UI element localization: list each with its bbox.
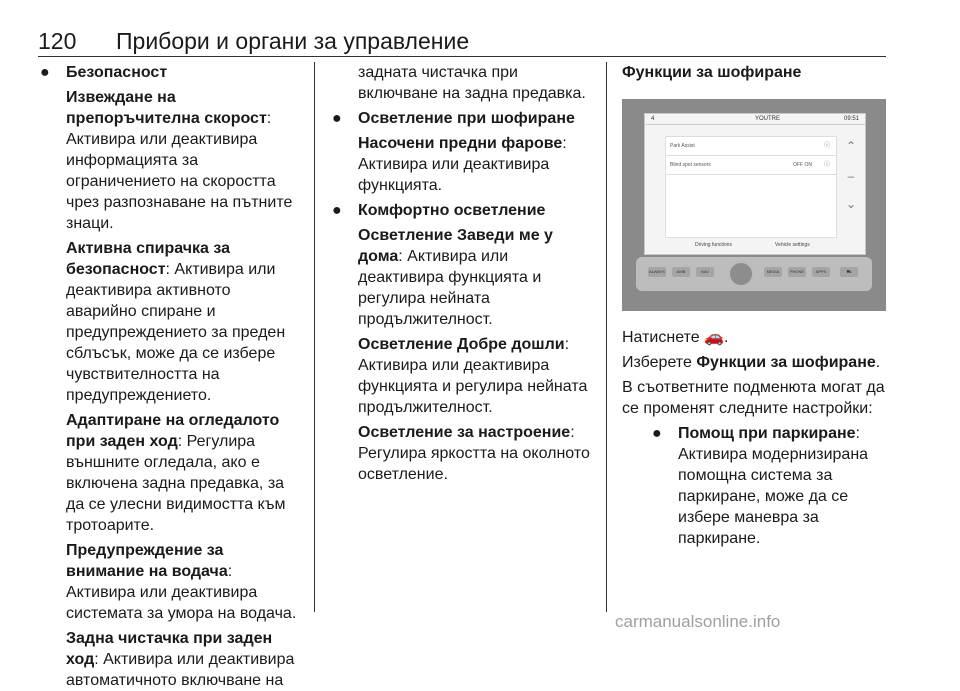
setting-text: : Регулира яркостта на околното осветление. <box>358 424 590 483</box>
info-icon[interactable]: ⓘ <box>823 143 830 149</box>
press-text: Натиснете <box>622 329 700 346</box>
hw-button[interactable]: MEDIA <box>764 267 782 277</box>
setting-term: Помощ при паркиране <box>678 425 856 442</box>
dash-icon: – <box>847 169 855 183</box>
setting-paragraph <box>66 540 300 624</box>
bullet-dot: ● <box>652 425 662 442</box>
volume-knob[interactable] <box>728 261 754 287</box>
setting-text: : Активира или деактивира функцията и регулира нейната продължителност. <box>358 248 542 328</box>
settings-list <box>665 136 837 238</box>
setting-term: Адаптиране на огледалото при заден ход <box>66 412 280 450</box>
hw-button[interactable]: ALWAYS <box>648 267 666 277</box>
list-item[interactable] <box>666 137 836 156</box>
setting-term: Осветление Добре дошли <box>358 336 565 353</box>
setting-paragraph <box>66 410 300 536</box>
setting-term: Активна спирачка за безопасност <box>66 240 231 278</box>
car-icon: 🚗 <box>704 329 724 346</box>
setting-paragraph <box>66 238 300 406</box>
setting-term: Осветление за настроение <box>358 424 571 441</box>
setting-term: Осветление Заведи ме у дома <box>358 227 553 265</box>
setting-term: Предупреждение за внимание на водача <box>66 542 228 580</box>
setting-paragraph <box>66 628 300 691</box>
column-2 <box>330 62 598 489</box>
setting-paragraph <box>358 225 598 330</box>
bullet-dot: ● <box>332 202 342 219</box>
setting-paragraph <box>66 87 300 234</box>
status-bar <box>645 114 865 125</box>
section-heading: Функции за шофиране <box>622 64 802 81</box>
setting-paragraph <box>358 133 598 196</box>
car-icon[interactable]: ⛟ <box>840 267 858 277</box>
list-item[interactable] <box>666 156 836 175</box>
setting-text: : Активира или деактивира автоматичното включване на <box>66 651 295 689</box>
setting-text: : Регулира външните огледала, ако е включена задна предавка, за да се улесни видимостта към тротоарите. <box>66 433 286 534</box>
setting-text: : Активира модернизирана помощна система за паркиране, може да се избере маневра за паркиране. <box>678 425 869 547</box>
bullet-heading <box>330 108 598 129</box>
setting-text: : Активира или деактивира активното аварийно спиране и предупреждението за преден сблъсък, може да се избере чувствителността на предупреждението. <box>66 261 286 404</box>
bullet-heading <box>38 62 300 83</box>
list-item-label: Blind spot sensors <box>670 162 711 168</box>
info-icon[interactable]: ⓘ <box>823 162 830 168</box>
hw-button[interactable]: APPS <box>812 267 830 277</box>
setting-paragraph <box>358 422 598 485</box>
setting-text: : Активира или деактивира функцията. <box>358 135 567 194</box>
continuation-text: задната чистачка при включване на задна предавка. <box>358 64 586 102</box>
bullet-dot: ● <box>40 64 50 81</box>
toggle-switch[interactable]: OFF ON <box>793 162 812 168</box>
header-rule <box>38 56 886 57</box>
submenu-text: В съответните подменюта могат да се променят следните настройки: <box>622 379 885 417</box>
setting-text: : Активира или деактивира системата за умора на водача. <box>66 563 297 622</box>
bullet-dot: ● <box>332 110 342 127</box>
bottom-tabs <box>665 238 835 252</box>
instruction-select <box>622 352 888 373</box>
setting-term: Задна чистачка при заден ход <box>66 630 273 668</box>
setting-term: Извеждане на препоръчителна скорост <box>66 89 267 127</box>
setting-paragraph <box>678 423 888 549</box>
column-1 <box>38 62 300 691</box>
hw-button[interactable]: NAV <box>696 267 714 277</box>
chevron-up-icon[interactable]: ⌃ <box>845 139 857 153</box>
list-item-label: Park Assist <box>670 143 695 149</box>
select-term: Функции за шофиране <box>696 354 876 371</box>
page-header <box>38 28 886 54</box>
page-title: Прибори и органи за управление <box>116 28 470 54</box>
hw-button[interactable]: PHONE <box>788 267 806 277</box>
column-3 <box>622 62 888 549</box>
watermark: carmanualsonline.info <box>615 612 781 631</box>
select-end: . <box>875 354 881 371</box>
chevron-down-icon[interactable]: ⌄ <box>845 197 857 211</box>
bullet-label: Безопасност <box>66 64 168 81</box>
hw-button[interactable]: AMB <box>672 267 690 277</box>
screen-panel <box>644 113 866 255</box>
setting-term: Насочени предни фарове <box>358 135 563 152</box>
page-number: 120 <box>38 28 77 54</box>
infotainment-screen-illustration <box>622 99 886 311</box>
setting-text: : Активира или деактивира функцията и регулира нейната продължителност. <box>358 336 588 416</box>
tab-vehicle-settings[interactable]: Vehicle settings <box>775 242 810 248</box>
bullet-item <box>622 423 888 549</box>
bullet-label: Комфортно осветление <box>358 202 546 219</box>
bullet-label: Осветление при шофиране <box>358 110 575 127</box>
column-divider-1 <box>314 62 315 612</box>
status-time: 09:51 <box>843 116 859 122</box>
select-prefix: Изберете <box>622 354 692 371</box>
bullet-heading <box>330 200 598 221</box>
hardware-buttons <box>636 257 872 291</box>
instruction-press <box>622 327 888 348</box>
status-left: 4 <box>651 116 655 122</box>
status-source: YOUTRE <box>755 116 781 122</box>
setting-paragraph <box>358 334 598 418</box>
press-end: . <box>724 329 729 346</box>
setting-text: : Активира или деактивира информацията за ограничението на скоростта чрез разпознаване на пътните знаци. <box>66 110 293 232</box>
column-divider-2 <box>606 62 607 612</box>
tab-driving-functions[interactable]: Driving functions <box>695 242 732 248</box>
